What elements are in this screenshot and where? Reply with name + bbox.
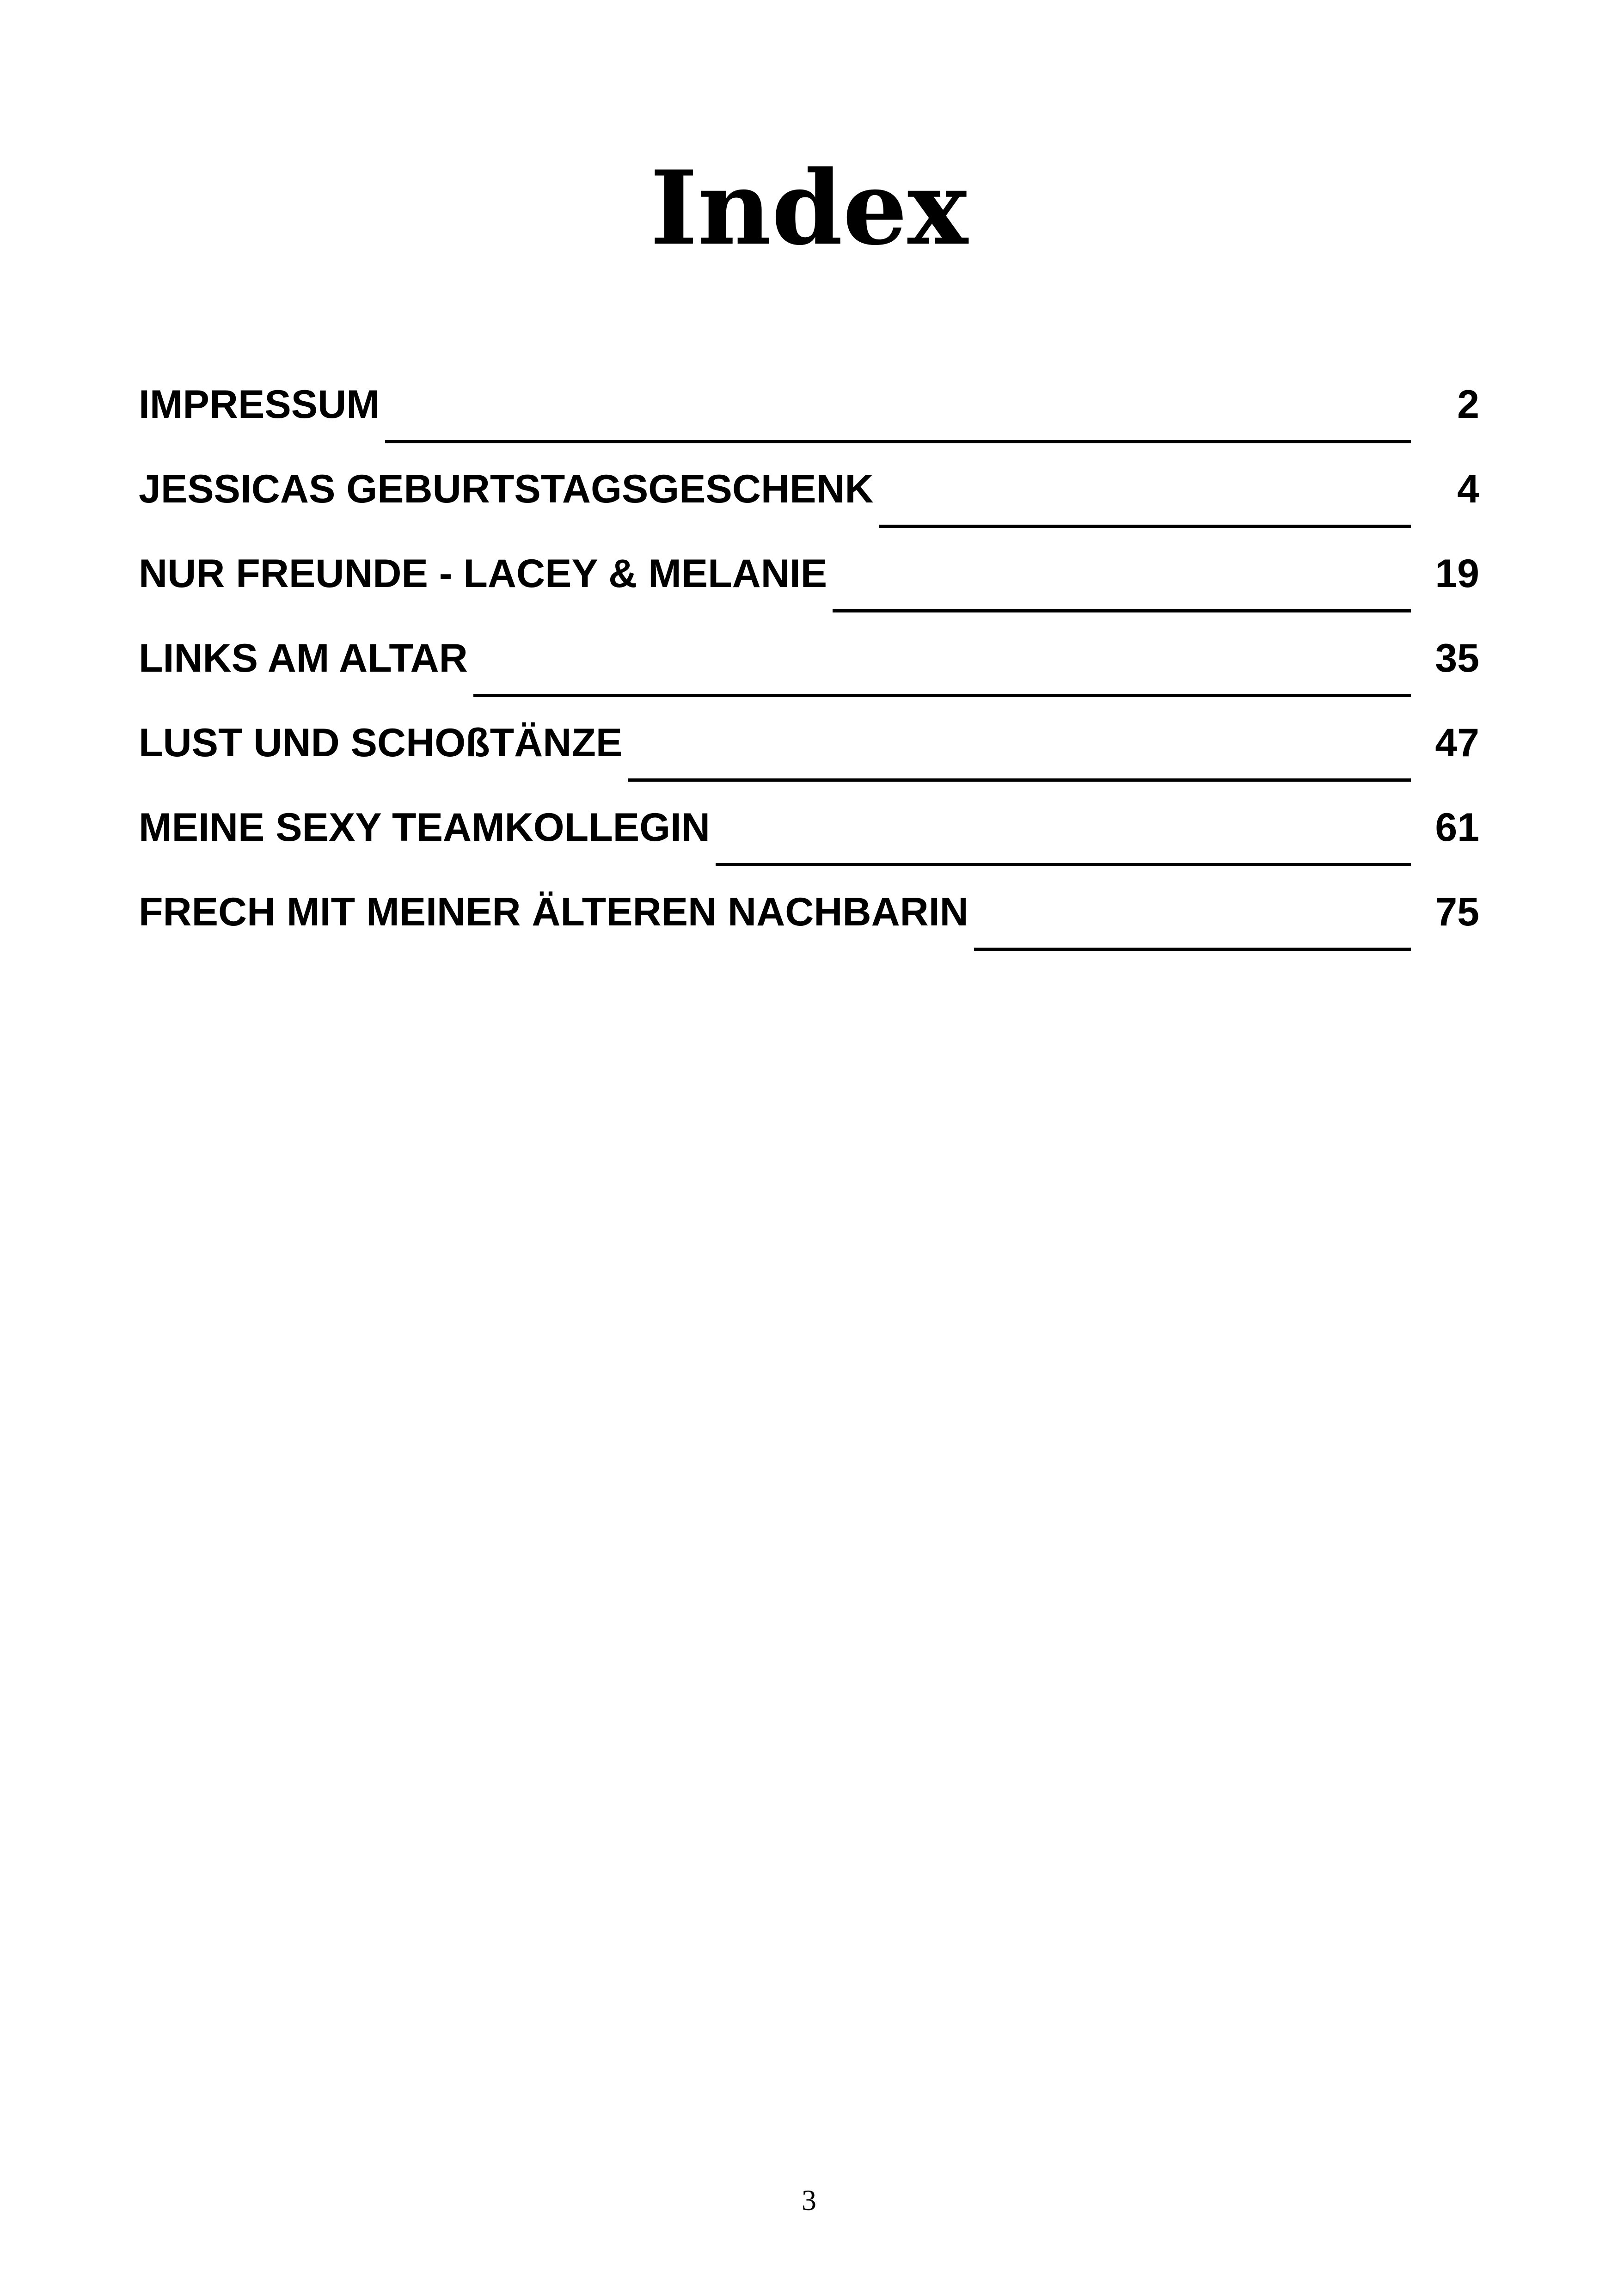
toc-entry-label: NUR FREUNDE - LACEY & MELANIE xyxy=(139,551,827,596)
toc-entry-page: 2 xyxy=(1457,382,1479,427)
table-of-contents xyxy=(139,374,1479,967)
toc-entry[interactable] xyxy=(139,713,1479,797)
toc-entry-page: 35 xyxy=(1435,636,1479,680)
toc-entry-label: IMPRESSUM xyxy=(139,382,380,427)
page-title: Index xyxy=(650,148,968,268)
toc-leader-line xyxy=(385,440,1411,443)
toc-entry[interactable] xyxy=(139,797,1479,882)
toc-entry[interactable] xyxy=(139,628,1479,713)
toc-entry-page: 19 xyxy=(1435,551,1479,596)
toc-entry-page: 75 xyxy=(1435,890,1479,934)
toc-entry[interactable] xyxy=(139,459,1479,544)
toc-entry-page: 47 xyxy=(1435,721,1479,765)
toc-leader-line xyxy=(716,863,1411,866)
toc-entry-label: LUST UND SCHOßTÄNZE xyxy=(139,721,623,765)
toc-entry-label: MEINE SEXY TEAMKOLLEGIN xyxy=(139,805,710,850)
toc-entry[interactable] xyxy=(139,544,1479,628)
toc-entry[interactable] xyxy=(139,374,1479,459)
toc-entry[interactable] xyxy=(139,882,1479,967)
toc-entry-label: JESSICAS GEBURTSTAGSGESCHENK xyxy=(139,467,874,511)
toc-leader-line xyxy=(628,778,1411,782)
toc-leader-line xyxy=(974,948,1411,951)
toc-entry-label: LINKS AM ALTAR xyxy=(139,636,468,680)
toc-entry-label: FRECH MIT MEINER ÄLTEREN NACHBARIN xyxy=(139,890,968,934)
toc-leader-line xyxy=(473,694,1411,697)
toc-entry-page: 4 xyxy=(1457,467,1479,511)
toc-entry-page: 61 xyxy=(1435,805,1479,850)
toc-leader-line xyxy=(833,609,1411,612)
toc-leader-line xyxy=(879,525,1411,528)
page-number: 3 xyxy=(802,2184,816,2216)
